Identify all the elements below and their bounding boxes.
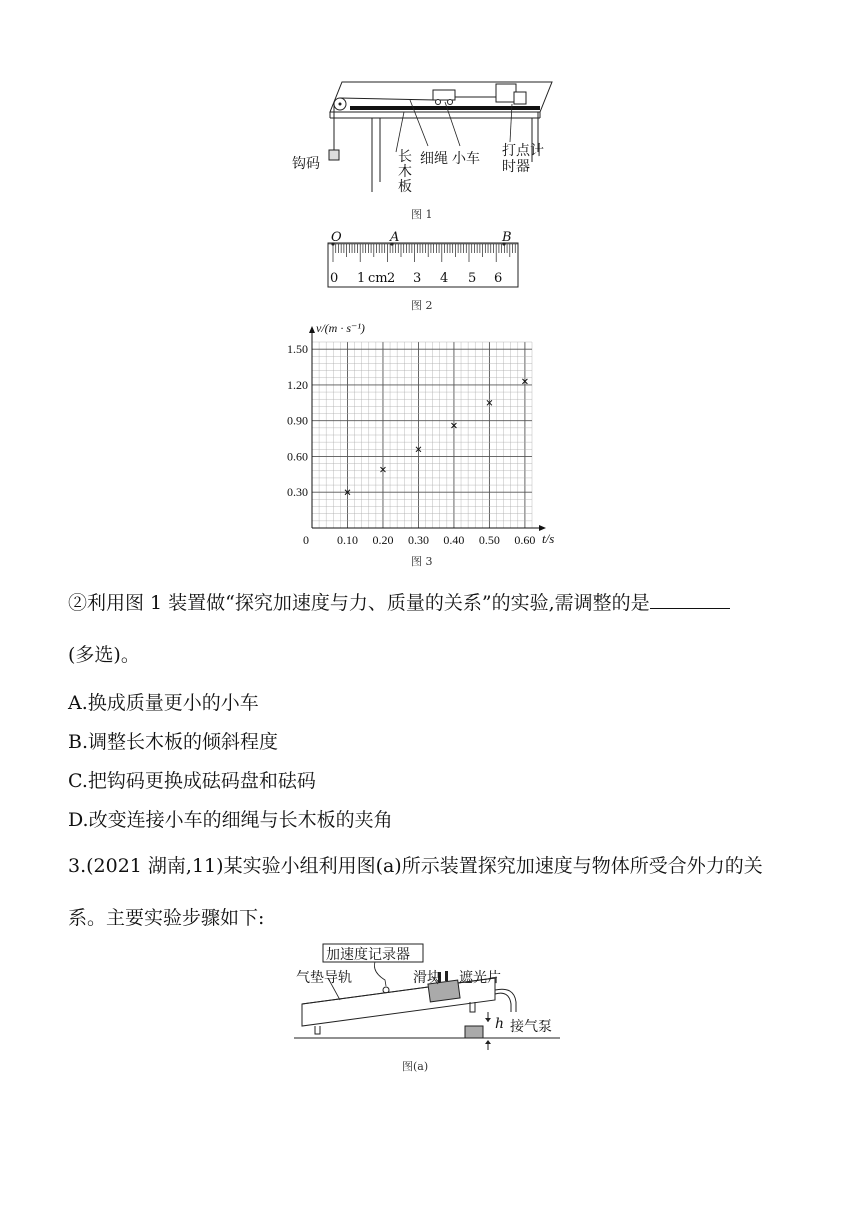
ruler-num-1: 1: [357, 271, 366, 286]
question-2-stem-cont: (多选)。: [68, 644, 140, 666]
x-tick-label: 0.50: [478, 533, 500, 547]
figure-3-caption: 图 3: [411, 555, 433, 568]
figure-2-caption: 图 2: [411, 299, 433, 312]
question-2-stem: [68, 588, 730, 615]
label-cart: 小车: [452, 151, 480, 167]
chart-xlabel: t/s: [542, 531, 555, 546]
x-tick-label: 0.30: [407, 533, 429, 547]
ruler-num-4: 4: [440, 271, 449, 286]
y-tick-label: 1.20: [287, 377, 308, 392]
y-tick-label: 0.90: [287, 413, 308, 428]
figure-a-caption: 图(a): [402, 1060, 429, 1073]
label-track: 气垫导轨: [296, 970, 352, 986]
point-B: B: [502, 230, 512, 245]
label-board: 长木板: [398, 149, 412, 195]
x-tick-label: 0.10: [336, 533, 358, 547]
x-tick-label: 0.40: [443, 533, 465, 547]
label-slider: 滑块: [413, 970, 441, 986]
label-weight: 钩码: [292, 156, 320, 172]
ruler-num-3: 3: [413, 271, 422, 286]
y-axis-arrow: [309, 326, 315, 333]
answer-blank[interactable]: [650, 590, 730, 609]
figure-3-vt-chart: [270, 318, 570, 554]
option-b[interactable]: B.调整长木板的倾斜程度: [68, 731, 279, 753]
ruler-num-6: 6: [494, 271, 503, 286]
point-A: A: [390, 230, 400, 245]
label-h: h: [495, 1016, 505, 1032]
x-tick-label: 0: [303, 533, 309, 547]
y-tick-label: 0.30: [287, 485, 308, 500]
option-c[interactable]: C.把钩码更换成砝码盘和砝码: [68, 770, 316, 792]
label-recorder: 加速度记录器: [326, 947, 410, 963]
label-string: 细绳: [420, 151, 448, 167]
point-O: O: [331, 230, 342, 245]
y-tick-label: 1.50: [287, 342, 308, 357]
figure-1-caption: 图 1: [411, 208, 433, 221]
option-a[interactable]: A.换成质量更小的小车: [68, 692, 259, 714]
x-tick-label: 0.20: [372, 533, 394, 547]
x-tick-label: 0.60: [514, 533, 536, 547]
question-3-line-1: 3.(2021 湖南,11)某实验小组利用图(a)所示装置探究加速度与物体所受合外力的关: [68, 855, 763, 877]
ruler-num-2: 2: [387, 271, 396, 286]
ruler-unit-cm: cm: [368, 271, 388, 286]
chart-ylabel: v/(m · s⁻¹): [316, 321, 365, 335]
label-pump: 接气泵: [510, 1019, 552, 1035]
ruler-num-0: 0: [330, 271, 339, 286]
figure-1-apparatus: [300, 72, 560, 202]
question-2-stem-text: ②利用图 1 装置做“探究加速度与力、质量的关系”的实验,需调整的是: [68, 592, 650, 614]
ruler-num-5: 5: [468, 271, 477, 286]
y-tick-label: 0.60: [287, 449, 308, 464]
label-shade: 遮光片: [459, 970, 501, 986]
option-d[interactable]: D.改变连接小车的细绳与长木板的夹角: [68, 809, 393, 831]
label-timer: 打点计时器: [502, 143, 544, 175]
question-3-line-2: 系。主要实验步骤如下:: [68, 907, 265, 929]
